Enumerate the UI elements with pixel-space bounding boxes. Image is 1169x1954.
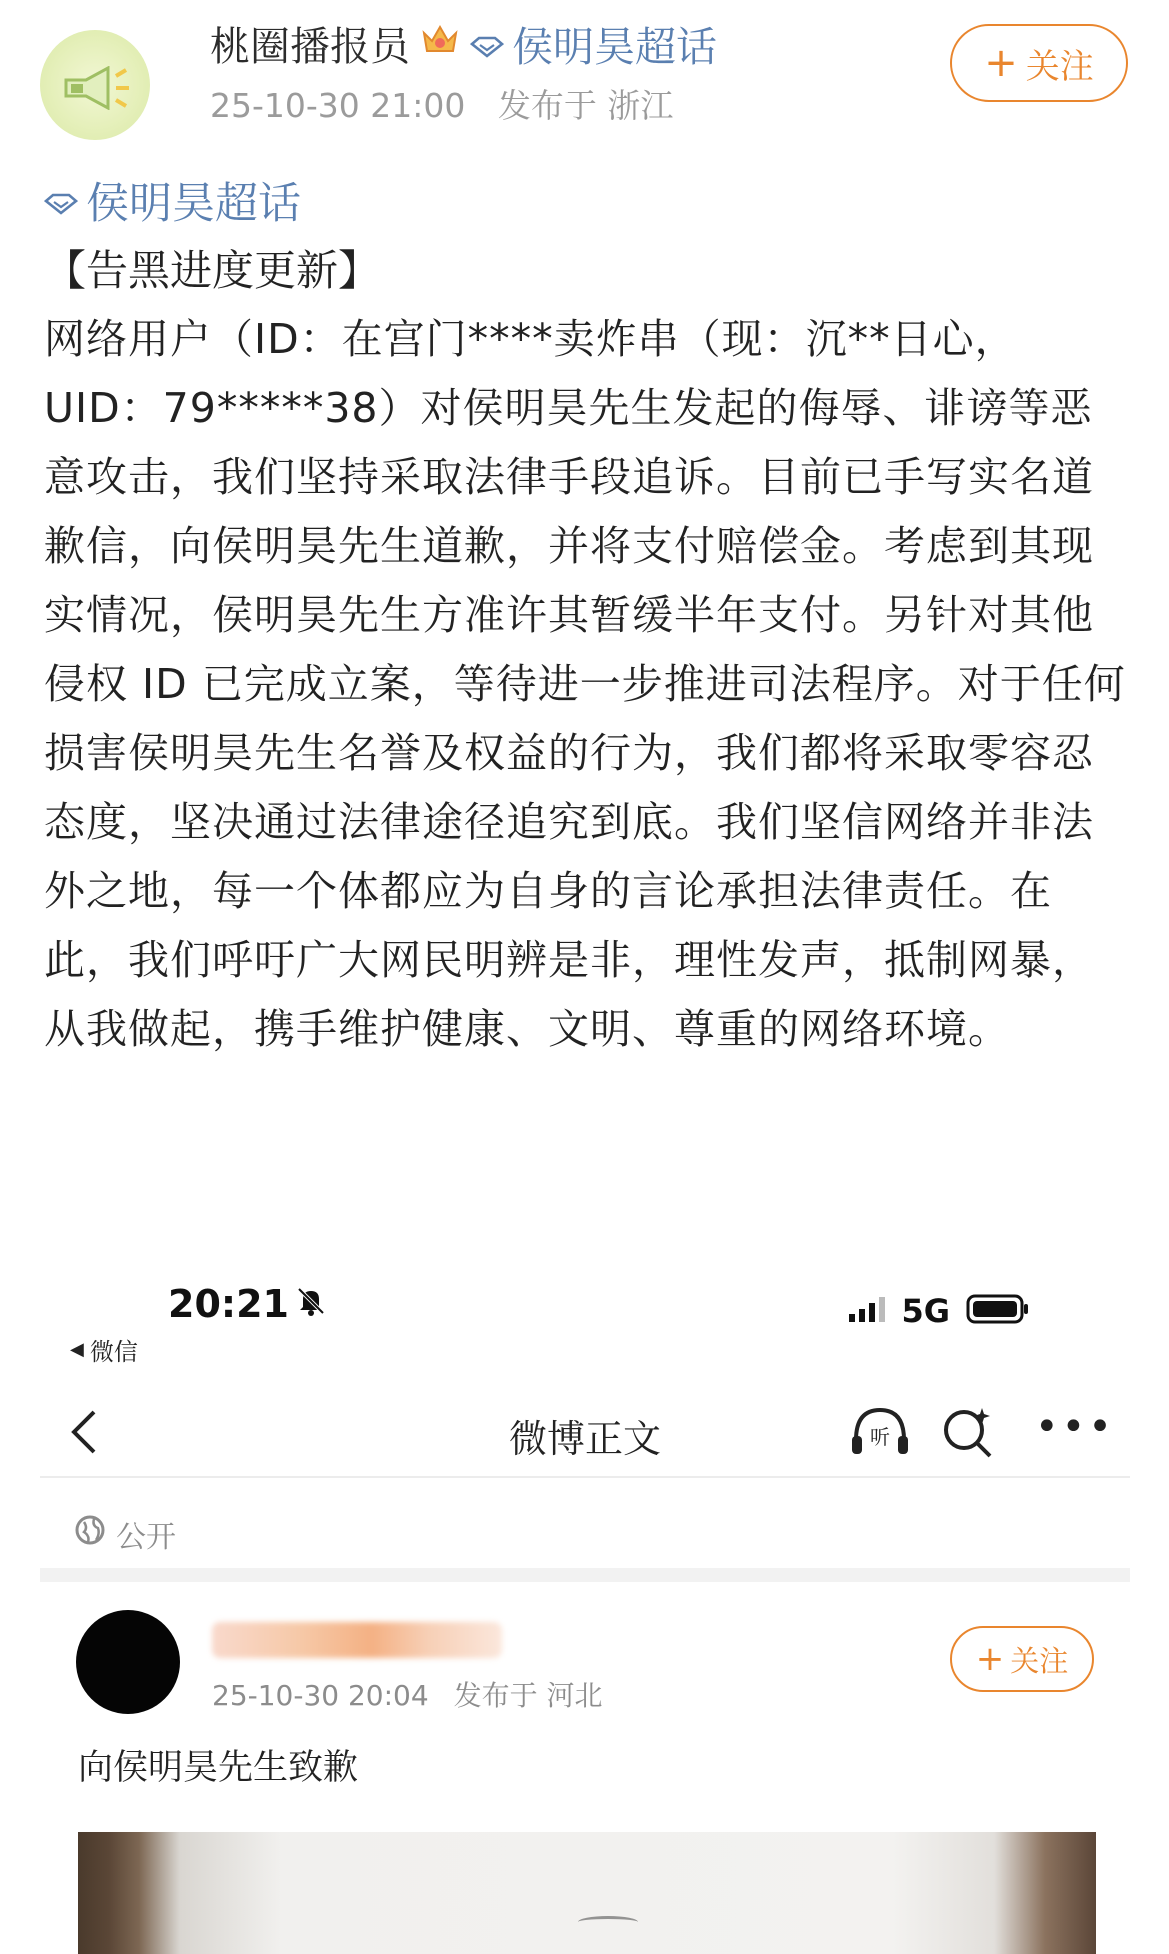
battery-icon: [966, 1294, 1030, 1328]
inner-timestamp: 25-10-30 20:04: [212, 1679, 429, 1712]
svg-text:听: 听: [870, 1425, 890, 1449]
back-triangle-icon: ◀: [70, 1339, 84, 1360]
post-body: 网络用户（ID：在宫门****卖炸串（现：沉**日心，UID：79*****38）对侯明昊先生发起的侮辱、诽谤等恶意攻击，我们坚持采取法律手段追诉。目前已手写实名道歉信，向侯明昊先生道歉，并将支付赔偿金。考虑到其现实情况，侯明昊先生方准许其暂缓半年支付。另针对其他侵权 ID 已完成立案，等待进一步推进司法程序。对于任何损害侯明昊先生名誉及权益的行为，我们都将采取零容忍态度，坚决通过法律途径追究到底。我们坚信网络并非法外之地，每一个体都应为自身的言论承担法律责任。在此，我们呼吁广大网民明辨是非，理性发声，抵制网暴，从我做起，携手维护健康、文明、尊重的网络环境。: [44, 315, 1126, 1053]
back-to-app[interactable]: [70, 1332, 138, 1367]
post-meta: [210, 80, 673, 127]
supertopic-tag[interactable]: [44, 170, 301, 231]
back-app-label: 微信: [89, 1338, 138, 1366]
inner-location: 发布于 河北: [453, 1679, 603, 1712]
author-line: [210, 14, 717, 73]
supertopic-link[interactable]: [470, 14, 717, 73]
signal-icon: [849, 1296, 889, 1326]
author-name[interactable]: 桃圈播报员: [210, 24, 410, 70]
status-right: [849, 1292, 1030, 1330]
handwriting-mark: [578, 1916, 638, 1928]
apology-letter-photo[interactable]: [78, 1832, 1096, 1954]
status-time-label: 20:21: [168, 1282, 289, 1326]
supertopic-icon: [470, 20, 512, 68]
post-timestamp: 25-10-30 21:00: [210, 86, 466, 125]
search-icon[interactable]: [940, 1402, 996, 1466]
inner-post-meta: [212, 1674, 603, 1714]
listen-icon[interactable]: [848, 1400, 912, 1464]
inner-follow-label: 关注: [1010, 1643, 1069, 1678]
inner-follow-button[interactable]: [950, 1626, 1094, 1692]
network-label: 5G: [901, 1292, 950, 1330]
plus-icon: +: [984, 40, 1018, 86]
post-heading: 【告黑进度更新】: [44, 246, 381, 295]
visibility-label: 公开: [116, 1520, 176, 1555]
megaphone-icon: [62, 66, 132, 114]
follow-button[interactable]: [950, 24, 1128, 102]
post-location: 发布于 浙江: [497, 86, 674, 125]
supertopic-label: 侯明昊超话: [86, 179, 301, 229]
inner-author-avatar[interactable]: [76, 1610, 180, 1714]
author-avatar[interactable]: [40, 30, 150, 140]
visibility-row: [74, 1512, 176, 1556]
supertopic-icon: [44, 176, 86, 226]
supertopic-inline-label: 侯明昊超话: [512, 23, 717, 71]
section-divider: [40, 1568, 1130, 1582]
nav-bar: [40, 1390, 1130, 1478]
more-icon[interactable]: •••: [1035, 1404, 1115, 1450]
embedded-screenshot[interactable]: [40, 1270, 1130, 1954]
nav-title: 微博正文: [508, 1417, 661, 1461]
follow-label: 关注: [1025, 46, 1094, 87]
status-time: [168, 1282, 327, 1326]
bell-muted-icon: [289, 1282, 327, 1326]
inner-author-name-blurred[interactable]: [212, 1622, 502, 1658]
plus-icon: +: [975, 1639, 1005, 1679]
crown-icon: [420, 21, 460, 67]
globe-icon: [74, 1514, 116, 1554]
inner-post-text: 向侯明昊先生致歉: [78, 1748, 359, 1788]
